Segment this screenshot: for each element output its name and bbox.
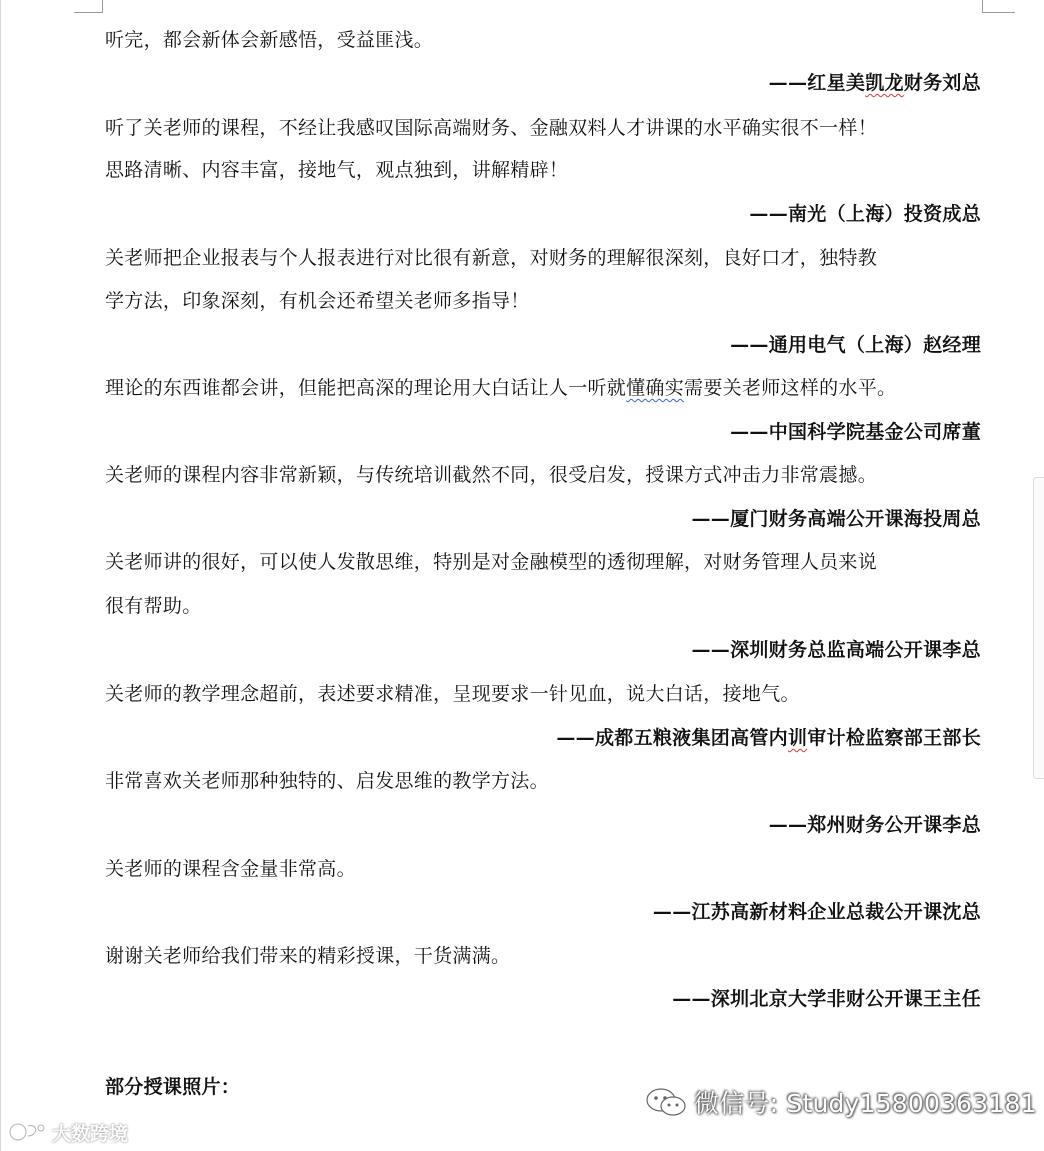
body-line: 关老师的教学理念超前，表述要求精准，呈现要求一针见血，说大白话，接地气。 [105,683,800,705]
body-line: 很有帮助。 [105,595,202,617]
attribution-line: ——厦门财务高端公开课海投周总 [691,508,981,530]
body-line: 关老师讲的很好，可以使人发散思维，特别是对金融模型的透彻理解，对财务管理人员来说 [105,551,878,573]
attribution-line: ——中国科学院基金公司席董 [730,421,981,443]
side-scroll-tab[interactable] [1033,477,1044,779]
watermark-left-text: 大数跨境 [52,1122,129,1145]
body-line: 听完，都会新体会新感悟，受益匪浅。 [105,29,434,51]
crop-mark-top-left [74,0,103,13]
attribution-line: ——通用电气（上海）赵经理 [730,334,981,356]
page-left-edge [0,0,1,1151]
attribution-line: ——成都五粮液集团高管内训审计检监察部王部长 [556,727,981,749]
watermark-right [644,1082,1037,1122]
attribution-line: ——红星美凯龙财务刘总 [768,72,981,94]
body-line: 理论的东西谁都会讲，但能把高深的理论用大白话让人一听就懂确实需要关老师这样的水平。 [105,377,897,399]
attribution-line: ——深圳财务总监高端公开课李总 [691,639,981,661]
body-line: 非常喜欢关老师那种独特的、启发思维的教学方法。 [105,770,549,792]
wechat-icon [644,1085,688,1119]
body-line: 思路清晰、内容丰富，接地气，观点独到，讲解精辟！ [105,159,569,181]
body-line: 学方法，印象深刻，有机会还希望关老师多指导！ [105,290,530,312]
body-line: 关老师的课程内容非常新颖，与传统培训截然不同，很受启发，授课方式冲击力非常震撼。 [105,464,878,486]
body-line: 谢谢关老师给我们带来的精彩授课，干货满满。 [105,945,511,967]
crop-mark-top-right [982,0,1015,13]
watermark-left [8,1117,128,1147]
watermark-right-text: 微信号: Study15800363181 [694,1089,1037,1118]
body-line: 关老师的课程含金量非常高。 [105,858,356,880]
body-line: 关老师把企业报表与个人报表进行对比很有新意，对财务的理解很深刻，良好口才，独特教 [105,247,878,269]
attribution-line: ——深圳北京大学非财公开课王主任 [672,988,981,1010]
attribution-line: ——江苏高新材料企业总裁公开课沈总 [652,901,981,923]
attribution-line: ——南光（上海）投资成总 [749,203,981,225]
section-heading: 部分授课照片： [105,1076,241,1098]
attribution-line: ——郑州财务公开课李总 [768,814,981,836]
brand-logo-icon [8,1121,48,1143]
body-line: 听了关老师的课程，不经让我感叹国际高端财务、金融双料人才讲课的水平确实很不一样！ [105,117,878,139]
